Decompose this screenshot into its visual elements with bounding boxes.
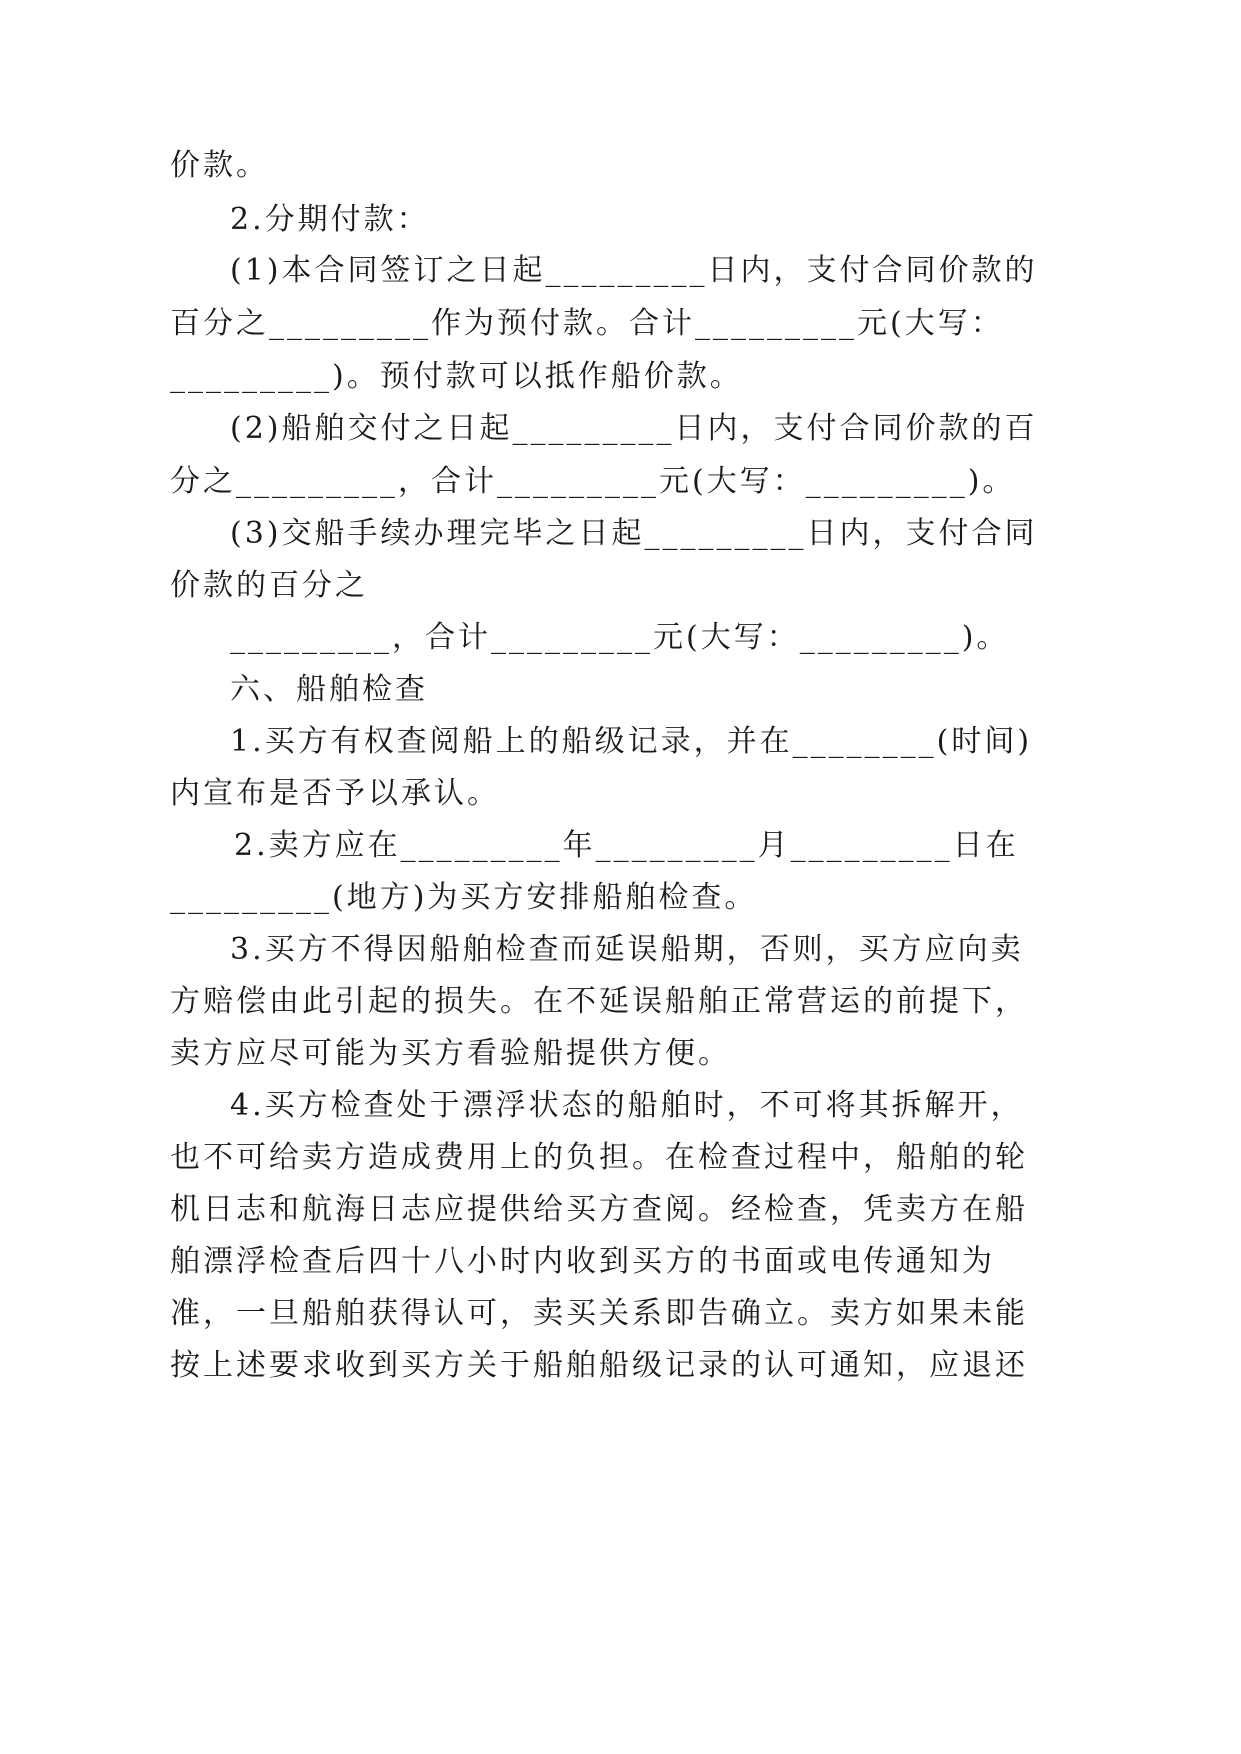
text-line: 准，一旦船舶获得认可，卖买关系即告确立。卖方如果未能 bbox=[170, 1296, 1028, 1331]
text-line: _________(地方)为买方安排船舶检查。 bbox=[170, 880, 758, 915]
section-heading: 六、船舶检查 bbox=[230, 672, 428, 707]
text-line: 也不可给卖方造成费用上的负担。在检查过程中，船舶的轮 bbox=[170, 1140, 1028, 1175]
text-line: 百分之_________作为预付款。合计_________元(大写： bbox=[170, 306, 1004, 341]
text-line: _________，合计_________元(大写：_________)。 bbox=[230, 620, 1010, 655]
text-line: 价款。 bbox=[170, 148, 269, 183]
text-line: 卖方应尽可能为买方看验船提供方便。 bbox=[170, 1036, 731, 1071]
text-line: (1)本合同签订之日起_________日内，支付合同价款的 bbox=[230, 253, 1038, 288]
text-line: 分之_________，合计_________元(大写：_________)。 bbox=[170, 464, 1016, 499]
text-line: 1.买方有权查阅船上的船级记录，并在________(时间) bbox=[230, 724, 1033, 759]
text-line: 2.卖方应在_________年_________月_________日在 bbox=[234, 828, 1019, 863]
text-line: 价款的百分之 bbox=[170, 568, 368, 603]
text-line: _________)。预付款可以抵作船价款。 bbox=[170, 359, 743, 394]
text-line: 按上述要求收到买方关于船舶船级记录的认可通知，应退还 bbox=[170, 1348, 1028, 1383]
text-line: 舶漂浮检查后四十八小时内收到买方的书面或电传通知为 bbox=[170, 1244, 995, 1279]
text-line: 机日志和航海日志应提供给买方查阅。经检查，凭卖方在船 bbox=[170, 1192, 1028, 1227]
text-line: 方赔偿由此引起的损失。在不延误船舶正常营运的前提下， bbox=[170, 984, 1028, 1019]
text-line: 内宣布是否予以承认。 bbox=[170, 776, 500, 811]
text-line: 3.买方不得因船舶检查而延误船期，否则，买方应向卖 bbox=[230, 932, 1024, 967]
text-line: 4.买方检查处于漂浮状态的船舶时，不可将其拆解开， bbox=[230, 1088, 1024, 1123]
text-line: (2)船舶交付之日起_________日内，支付合同价款的百 bbox=[230, 411, 1038, 446]
section-heading: 2.分期付款： bbox=[230, 202, 430, 237]
text-line: (3)交船手续办理完毕之日起_________日内，支付合同 bbox=[230, 516, 1038, 551]
